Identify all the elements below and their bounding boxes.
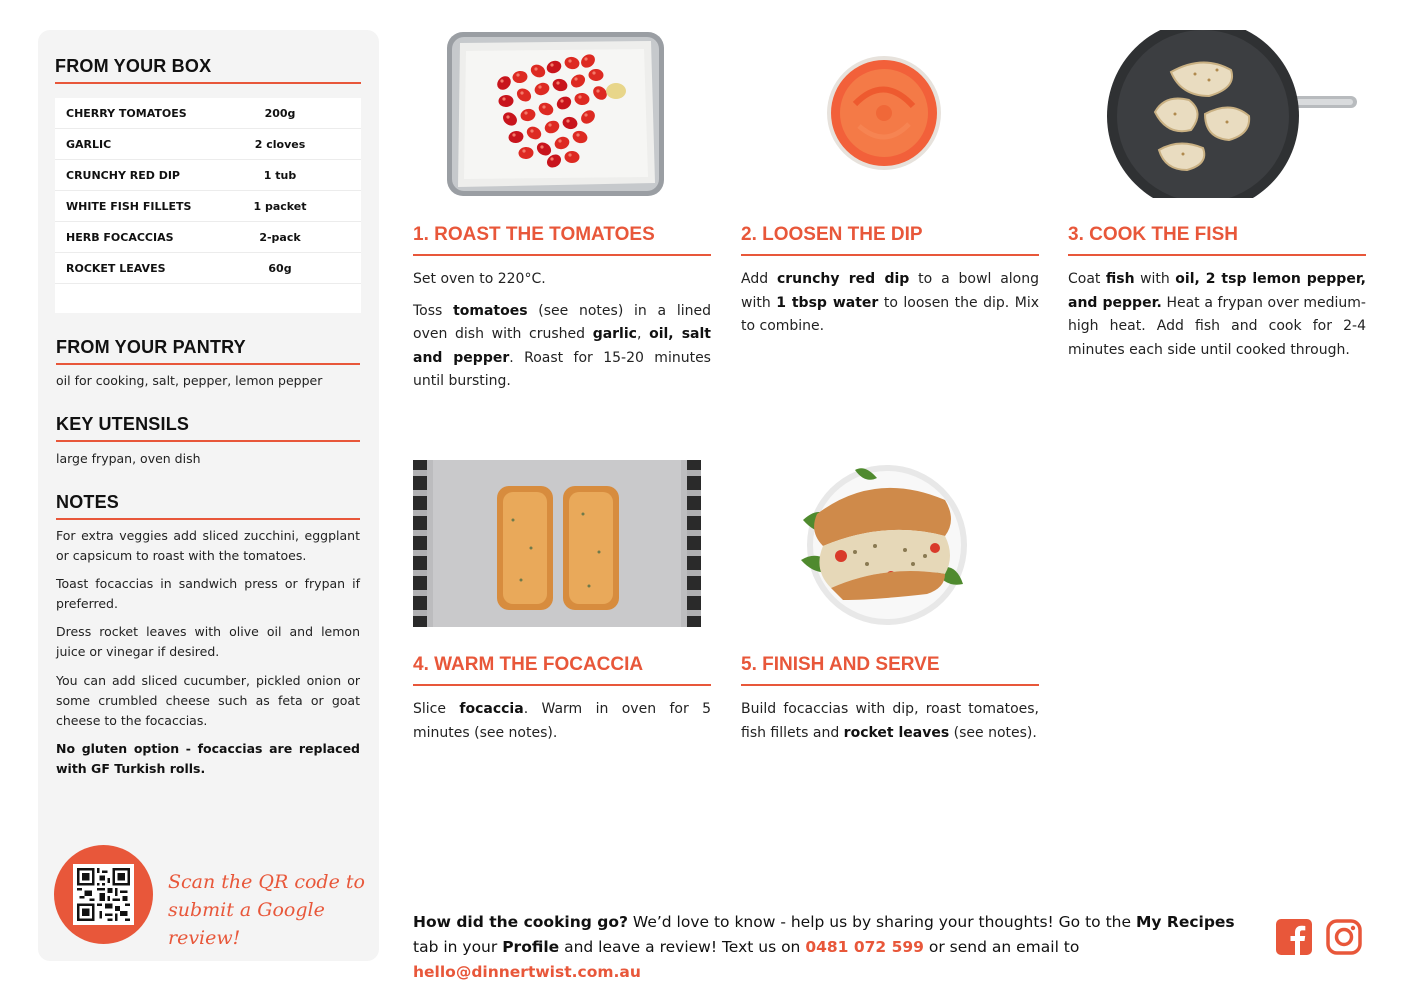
step-rule (1068, 254, 1366, 256)
text-run: with (1134, 271, 1176, 287)
ingredient-highlight: oil, salt and pepper (413, 326, 711, 366)
key-utensils-heading: KEY UTENSILS (56, 414, 190, 434)
ingredient-row (55, 160, 361, 191)
instagram-icon[interactable] (1326, 919, 1362, 955)
step-paragraph: Set oven to 220°C. (413, 271, 546, 287)
ingredient-name: ROCKET LEAVES (66, 261, 166, 275)
review-footer (413, 910, 1263, 985)
step-paragraph (741, 268, 1039, 339)
step-4 (413, 654, 711, 753)
ingredient-qty: 1 packet (253, 199, 307, 213)
ingredient-name: CHERRY TOMATOES (66, 106, 187, 120)
step-title: 4. WARM THE FOCACCIA (413, 654, 644, 675)
ingredient-name: GARLIC (66, 137, 112, 151)
heading-rule (55, 82, 361, 84)
text-run: tab in your (413, 938, 503, 956)
footer-question: How did the cooking go? (413, 913, 628, 931)
utensils-text: large frypan, oven dish (56, 451, 201, 466)
facebook-icon[interactable] (1276, 919, 1312, 955)
text-run: Coat (1068, 271, 1106, 287)
step-2 (741, 224, 1039, 347)
step-rule (413, 684, 711, 686)
ingredient-highlight: garlic (592, 326, 637, 342)
step-body (741, 268, 1039, 339)
step-rule (741, 254, 1039, 256)
focaccia-tray-photo (413, 460, 701, 627)
ingredient-highlight: focaccia (459, 701, 524, 717)
pantry-text: oil for cooking, salt, pepper, lemon pepper (56, 373, 323, 388)
step-title: 5. FINISH AND SERVE (741, 654, 940, 675)
text-run: (see notes). (949, 724, 1037, 741)
finished-sandwich-photo (795, 460, 970, 628)
step-title: 3. COOK THE FISH (1068, 224, 1238, 245)
text-run: to a bowl along with (741, 271, 1039, 311)
note-item: You can add sliced cucumber, pickled onion or some crumbled cheese such as feta or goat cheese to the focaccias. (56, 673, 360, 728)
step-paragraph (413, 698, 711, 745)
step-rule (741, 684, 1039, 686)
from-your-box-heading: FROM YOUR BOX (55, 56, 212, 76)
ingredient-qty: 200g (264, 106, 296, 120)
text-run: , (636, 326, 650, 342)
text-run: to loosen the dip. Mix to combine. (741, 294, 1040, 334)
text-run: Build focaccias with dip, roast tomatoes, fish fillets and (741, 701, 1039, 741)
ingredient-highlight: crunchy red dip (776, 271, 910, 287)
ingredient-qty: 1 tub (263, 168, 297, 182)
ingredient-name: CRUNCHY RED DIP (66, 168, 180, 182)
note-item: Toast focaccias in sandwich press or frypan if preferred. (56, 576, 360, 611)
ingredient-highlight: 1 tbsp water (776, 294, 879, 311)
note-item: For extra veggies add sliced zucchini, eggplant or capsicum to roast with the tomatoes. (56, 528, 360, 563)
text-run: and leave a review! Text us on (559, 938, 806, 956)
ingredient-highlight: fish (1105, 271, 1135, 287)
tomatoes-tray-photo (446, 31, 665, 197)
text-run: Heat a frypan over medium-high heat. Add fish and cook for 2-4 minutes each side until cooked through. (1068, 294, 1366, 358)
text-run: or send an email to (923, 938, 1080, 956)
qr-caption-line: Scan the QR code to (168, 871, 365, 893)
heading-rule (56, 440, 360, 442)
sidebar-panel (38, 30, 379, 961)
qr-badge[interactable] (54, 845, 153, 944)
text-run: . Warm in oven for 5 minutes (see notes). (413, 701, 711, 741)
step-3 (1068, 224, 1366, 370)
step-1 (413, 224, 711, 402)
ingredient-highlight: rocket leaves (843, 724, 950, 741)
text-run: Slice (413, 701, 460, 717)
my-recipes-label: My Recipes (1135, 913, 1235, 931)
step-paragraph (1068, 268, 1366, 362)
ingredient-row (55, 222, 361, 253)
ingredient-row (55, 129, 361, 160)
ingredient-highlight: oil, 2 tsp lemon pepper, and pepper. (1068, 271, 1366, 311)
ingredient-name: HERB FOCACCIAS (66, 230, 174, 244)
step-paragraph (741, 698, 1039, 745)
text-run: We’d love to know - help us by sharing your thoughts! Go to the (627, 913, 1136, 931)
heading-rule (56, 518, 360, 520)
qr-code-icon[interactable] (73, 864, 134, 925)
text-run: . Roast for 15-20 minutes until bursting. (413, 349, 711, 389)
fish-frypan-photo (1105, 30, 1357, 198)
ingredients-table (55, 98, 361, 313)
step-body (1068, 268, 1366, 362)
email-link[interactable]: hello@dinnertwist.com.au (413, 963, 641, 981)
phone-link[interactable]: 0481 072 599 (805, 938, 924, 956)
from-your-pantry-heading: FROM YOUR PANTRY (56, 337, 246, 357)
ingredient-row (55, 191, 361, 222)
ingredient-highlight: tomatoes (453, 302, 528, 319)
qr-caption (168, 868, 368, 952)
step-5 (741, 654, 1039, 753)
ingredient-row (55, 98, 361, 129)
ingredient-name: WHITE FISH FILLETS (66, 199, 192, 213)
ingredient-qty: 2 cloves (254, 137, 306, 151)
step-body (741, 698, 1039, 745)
profile-label: Profile (502, 938, 560, 956)
heading-rule (56, 363, 360, 365)
note-item-gluten: No gluten option - focaccias are replaced with GF Turkish rolls. (56, 741, 360, 776)
qr-caption-line: submit a Google review! (168, 899, 325, 949)
step-title: 2. LOOSEN THE DIP (741, 224, 923, 245)
red-dip-bowl-photo (825, 54, 943, 172)
step-rule (413, 254, 711, 256)
ingredient-qty: 60g (268, 261, 292, 275)
step-paragraph (413, 300, 711, 394)
step-body (413, 268, 711, 394)
note-item: Dress rocket leaves with olive oil and lemon juice or vinegar if desired. (56, 624, 360, 659)
text-run: Add (741, 271, 777, 287)
notes-heading: NOTES (56, 492, 120, 512)
ingredient-qty: 2-pack (259, 230, 301, 244)
text-run: (see notes) in a lined oven dish with crushed (413, 302, 711, 342)
step-body (413, 698, 711, 745)
text-run: Toss (413, 302, 454, 319)
step-title: 1. ROAST THE TOMATOES (413, 224, 655, 245)
ingredient-row (55, 253, 361, 284)
